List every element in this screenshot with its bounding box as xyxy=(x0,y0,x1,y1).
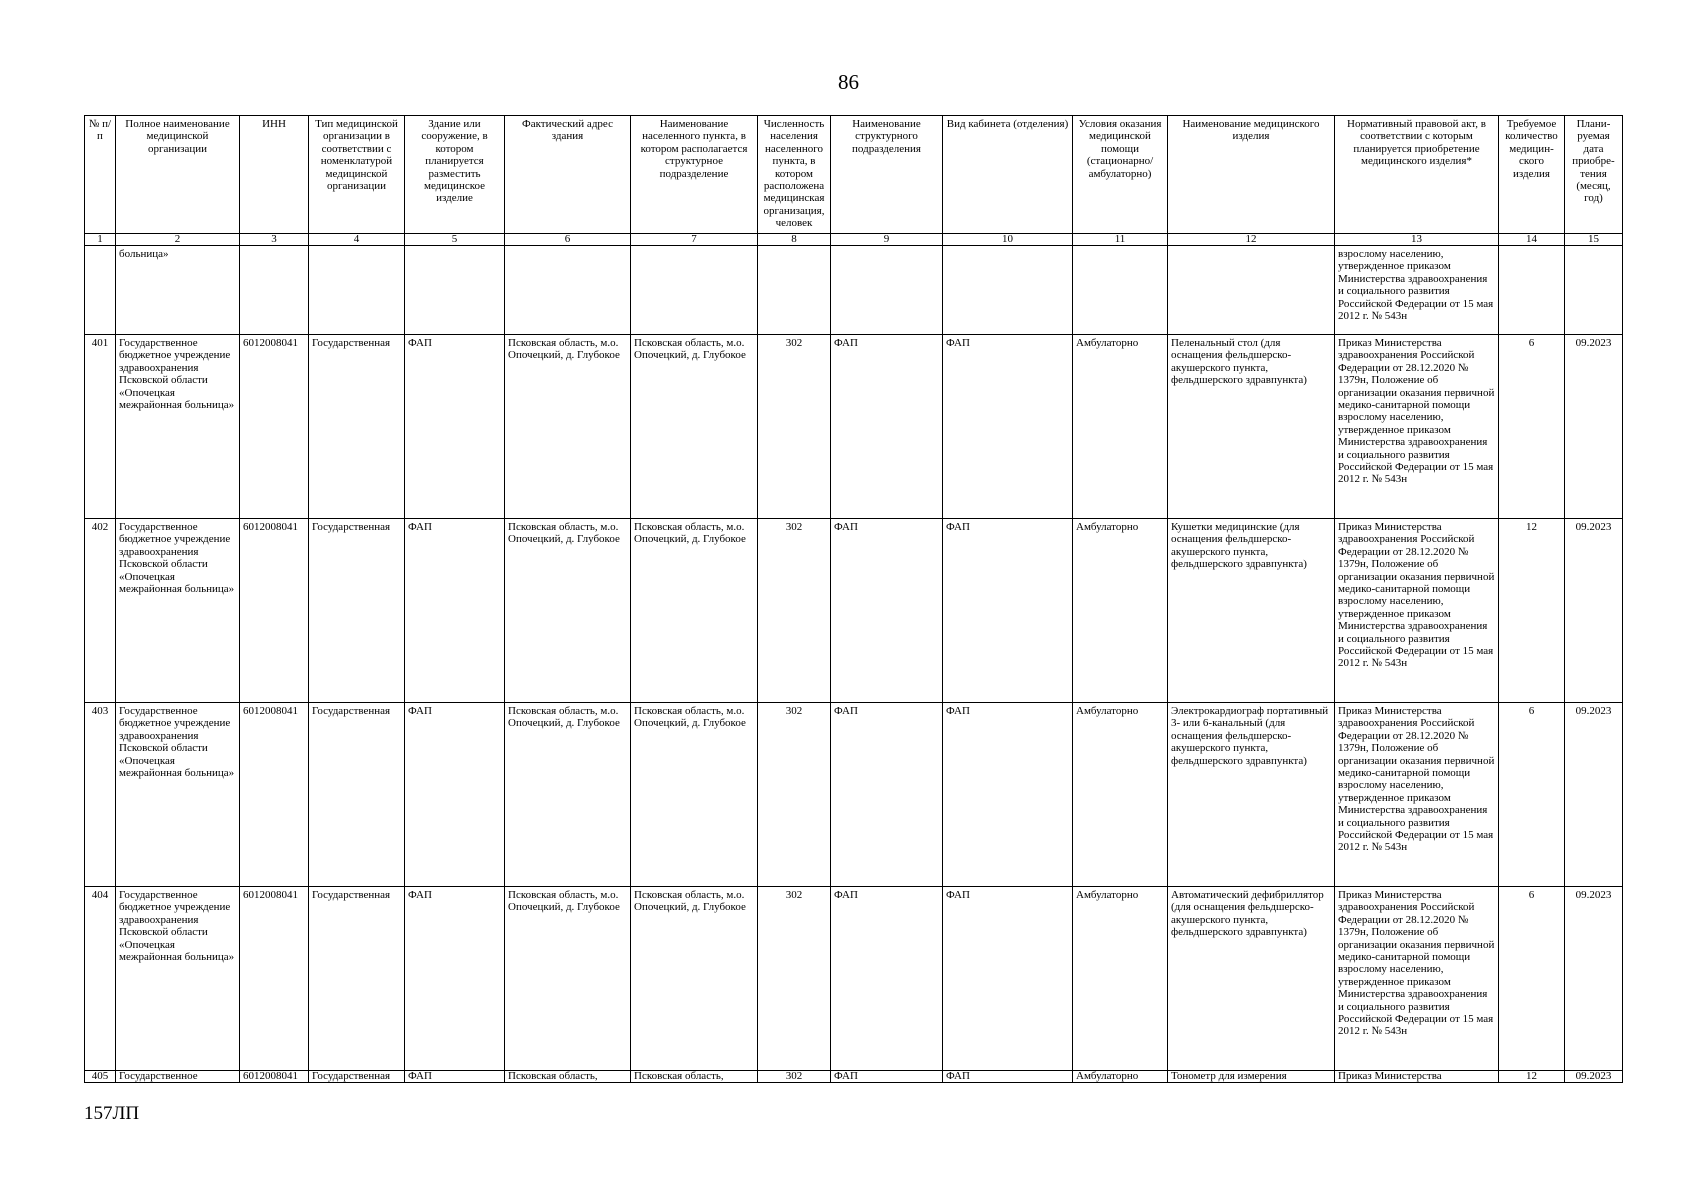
org-cell: Государственное бюджетное учреждение здравоохранения Псковской области «Опочецкая межрайонная больница» xyxy=(116,703,240,887)
division-cell: ФАП xyxy=(831,1071,943,1083)
building-cell: ФАП xyxy=(405,335,505,519)
header-cell: Нормативный правовой акт, в соответствии с которым планируется приобретение медицинского изделия* xyxy=(1335,116,1499,234)
column-number: 7 xyxy=(631,234,758,246)
row-number: 403 xyxy=(85,703,116,887)
quantity-cell: 12 xyxy=(1499,1071,1565,1083)
equipment-table xyxy=(84,115,1623,1083)
address-cell: Псковская область, xyxy=(505,1071,631,1083)
column-number: 15 xyxy=(1565,234,1623,246)
population-cell: 302 xyxy=(758,519,831,703)
column-number: 14 xyxy=(1499,234,1565,246)
date-cell: 09.2023 xyxy=(1565,1071,1623,1083)
conditions-cell: Амбулаторно xyxy=(1073,1071,1168,1083)
quantity-cell: 6 xyxy=(1499,887,1565,1071)
org-cell: Государственное бюджетное учреждение здравоохранения Псковской области «Опочецкая межрайонная больница» xyxy=(116,335,240,519)
cabinet-cell: ФАП xyxy=(943,519,1073,703)
act-cell: Приказ Министерства здравоохранения Российской Федерации от 28.12.2020 № 1379н, Положение об организации оказания первичной медико-санитарной помощи взрослому населению, утвержденное приказом Министерства здравоохранения и социального развития Российской Федерации от 15 мая 2012 г. № 543н xyxy=(1335,519,1499,703)
column-number: 4 xyxy=(309,234,405,246)
device-cell: Электрокардиограф портативный 3- или 6-канальный (для оснащения фельдшерско-акушерского пункта, фельдшерского здравпункта) xyxy=(1168,703,1335,887)
type-cell: Государственная xyxy=(309,703,405,887)
table-row xyxy=(85,519,1623,703)
header-row xyxy=(85,116,1623,234)
header-cell: Плани-руемая дата приобре-тения (месяц, год) xyxy=(1565,116,1623,234)
org-cell: больница» xyxy=(116,246,240,335)
column-number: 2 xyxy=(116,234,240,246)
row-number: 405 xyxy=(85,1071,116,1083)
column-number: 1 xyxy=(85,234,116,246)
row-number: 404 xyxy=(85,887,116,1071)
division-cell: ФАП xyxy=(831,519,943,703)
act-cell: Приказ Министерства здравоохранения Российской Федерации от 28.12.2020 № 1379н, Положение об организации оказания первичной медико-санитарной помощи взрослому населению, утвержденное приказом Министерства здравоохранения и социального развития Российской Федерации от 15 мая 2012 г. № 543н xyxy=(1335,703,1499,887)
inn-cell: 6012008041 xyxy=(240,887,309,1071)
header-cell: Требуемое количество медицин-ского изделия xyxy=(1499,116,1565,234)
column-number: 13 xyxy=(1335,234,1499,246)
header-cell: Наименование структурного подразделения xyxy=(831,116,943,234)
quantity-cell: 12 xyxy=(1499,519,1565,703)
settlement-cell: Псковская область, м.о. Опочецкий, д. Глубокое xyxy=(631,519,758,703)
population-cell: 302 xyxy=(758,703,831,887)
inn-cell: 6012008041 xyxy=(240,1071,309,1083)
building-cell: ФАП xyxy=(405,519,505,703)
org-cell: Государственное бюджетное учреждение здравоохранения Псковской области «Опочецкая межрайонная больница» xyxy=(116,519,240,703)
header-cell: ИНН xyxy=(240,116,309,234)
inn-cell: 6012008041 xyxy=(240,519,309,703)
continued-row xyxy=(85,246,1623,335)
header-cell: Здание или сооружение, в котором планируется разместить медицинское изделие xyxy=(405,116,505,234)
row-number: 402 xyxy=(85,519,116,703)
type-cell: Государственная xyxy=(309,519,405,703)
population-cell: 302 xyxy=(758,887,831,1071)
date-cell: 09.2023 xyxy=(1565,335,1623,519)
page-number: 86 xyxy=(838,70,859,94)
column-number: 5 xyxy=(405,234,505,246)
column-number: 12 xyxy=(1168,234,1335,246)
act-cell: Приказ Министерства здравоохранения Российской Федерации от 28.12.2020 № 1379н, Положение об организации оказания первичной медико-санитарной помощи взрослому населению, утвержденное приказом Министерства здравоохранения и социального развития Российской Федерации от 15 мая 2012 г. № 543н xyxy=(1335,335,1499,519)
column-number: 6 xyxy=(505,234,631,246)
act-cell: Приказ Министерства xyxy=(1335,1071,1499,1083)
address-cell: Псковская область, м.о. Опочецкий, д. Глубокое xyxy=(505,519,631,703)
conditions-cell: Амбулаторно xyxy=(1073,703,1168,887)
column-number: 9 xyxy=(831,234,943,246)
header-cell: Условия оказания медицинской помощи (стационарно/ амбулаторно) xyxy=(1073,116,1168,234)
column-number: 8 xyxy=(758,234,831,246)
cabinet-cell: ФАП xyxy=(943,887,1073,1071)
date-cell: 09.2023 xyxy=(1565,703,1623,887)
type-cell: Государственная xyxy=(309,887,405,1071)
cabinet-cell: ФАП xyxy=(943,335,1073,519)
population-cell: 302 xyxy=(758,335,831,519)
table-row xyxy=(85,887,1623,1071)
inn-cell: 6012008041 xyxy=(240,335,309,519)
act-cell: Приказ Министерства здравоохранения Российской Федерации от 28.12.2020 № 1379н, Положение об организации оказания первичной медико-санитарной помощи взрослому населению, утвержденное приказом Министерства здравоохранения и социального развития Российской Федерации от 15 мая 2012 г. № 543н xyxy=(1335,887,1499,1071)
type-cell: Государственная xyxy=(309,1071,405,1083)
conditions-cell: Амбулаторно xyxy=(1073,519,1168,703)
column-number: 10 xyxy=(943,234,1073,246)
cabinet-cell: ФАП xyxy=(943,1071,1073,1083)
table-row xyxy=(85,703,1623,887)
population-cell: 302 xyxy=(758,1071,831,1083)
header-cell: Вид кабинета (отделения) xyxy=(943,116,1073,234)
conditions-cell: Амбулаторно xyxy=(1073,335,1168,519)
building-cell: ФАП xyxy=(405,887,505,1071)
table-row-partial xyxy=(85,1071,1623,1083)
division-cell: ФАП xyxy=(831,703,943,887)
footer-code: 157ЛП xyxy=(84,1103,140,1124)
column-number-row xyxy=(85,234,1623,246)
column-number: 3 xyxy=(240,234,309,246)
act-cell: взрослому населению, утвержденное приказом Министерства здравоохранения и социального развития Российской Федерации от 15 мая 2012 г. № 543н xyxy=(1335,246,1499,335)
settlement-cell: Псковская область, м.о. Опочецкий, д. Глубокое xyxy=(631,335,758,519)
division-cell: ФАП xyxy=(831,335,943,519)
device-cell: Пеленальный стол (для оснащения фельдшерско-акушерского пункта, фельдшерского здравпункта) xyxy=(1168,335,1335,519)
header-cell: Численность населения населенного пункта, в котором расположена медицинская организация, человек xyxy=(758,116,831,234)
org-cell: Государственное бюджетное учреждение здравоохранения Псковской области «Опочецкая межрайонная больница» xyxy=(116,887,240,1071)
building-cell: ФАП xyxy=(405,703,505,887)
device-cell: Кушетки медицинские (для оснащения фельдшерско-акушерского пункта, фельдшерского здравпункта) xyxy=(1168,519,1335,703)
device-cell: Автоматический дефибриллятор (для оснащения фельдшерско-акушерского пункта, фельдшерского здравпункта) xyxy=(1168,887,1335,1071)
device-cell: Тонометр для измерения xyxy=(1168,1071,1335,1083)
address-cell: Псковская область, м.о. Опочецкий, д. Глубокое xyxy=(505,887,631,1071)
settlement-cell: Псковская область, м.о. Опочецкий, д. Глубокое xyxy=(631,887,758,1071)
header-cell: Тип медицинской организации в соответствии с номенклатурой медицинской организации xyxy=(309,116,405,234)
table-row xyxy=(85,335,1623,519)
header-cell: Полное наименование медицинской организации xyxy=(116,116,240,234)
header-cell: № п/п xyxy=(85,116,116,234)
quantity-cell: 6 xyxy=(1499,703,1565,887)
cabinet-cell: ФАП xyxy=(943,703,1073,887)
org-cell: Государственное xyxy=(116,1071,240,1083)
conditions-cell: Амбулаторно xyxy=(1073,887,1168,1071)
quantity-cell: 6 xyxy=(1499,335,1565,519)
date-cell: 09.2023 xyxy=(1565,519,1623,703)
header-cell: Фактический адрес здания xyxy=(505,116,631,234)
building-cell: ФАП xyxy=(405,1071,505,1083)
column-number: 11 xyxy=(1073,234,1168,246)
header-cell: Наименование медицинского изделия xyxy=(1168,116,1335,234)
inn-cell: 6012008041 xyxy=(240,703,309,887)
type-cell: Государственная xyxy=(309,335,405,519)
address-cell: Псковская область, м.о. Опочецкий, д. Глубокое xyxy=(505,703,631,887)
division-cell: ФАП xyxy=(831,887,943,1071)
header-cell: Наименование населенного пункта, в котором располагается структурное подразделение xyxy=(631,116,758,234)
date-cell: 09.2023 xyxy=(1565,887,1623,1071)
address-cell: Псковская область, м.о. Опочецкий, д. Глубокое xyxy=(505,335,631,519)
settlement-cell: Псковская область, xyxy=(631,1071,758,1083)
row-number: 401 xyxy=(85,335,116,519)
settlement-cell: Псковская область, м.о. Опочецкий, д. Глубокое xyxy=(631,703,758,887)
